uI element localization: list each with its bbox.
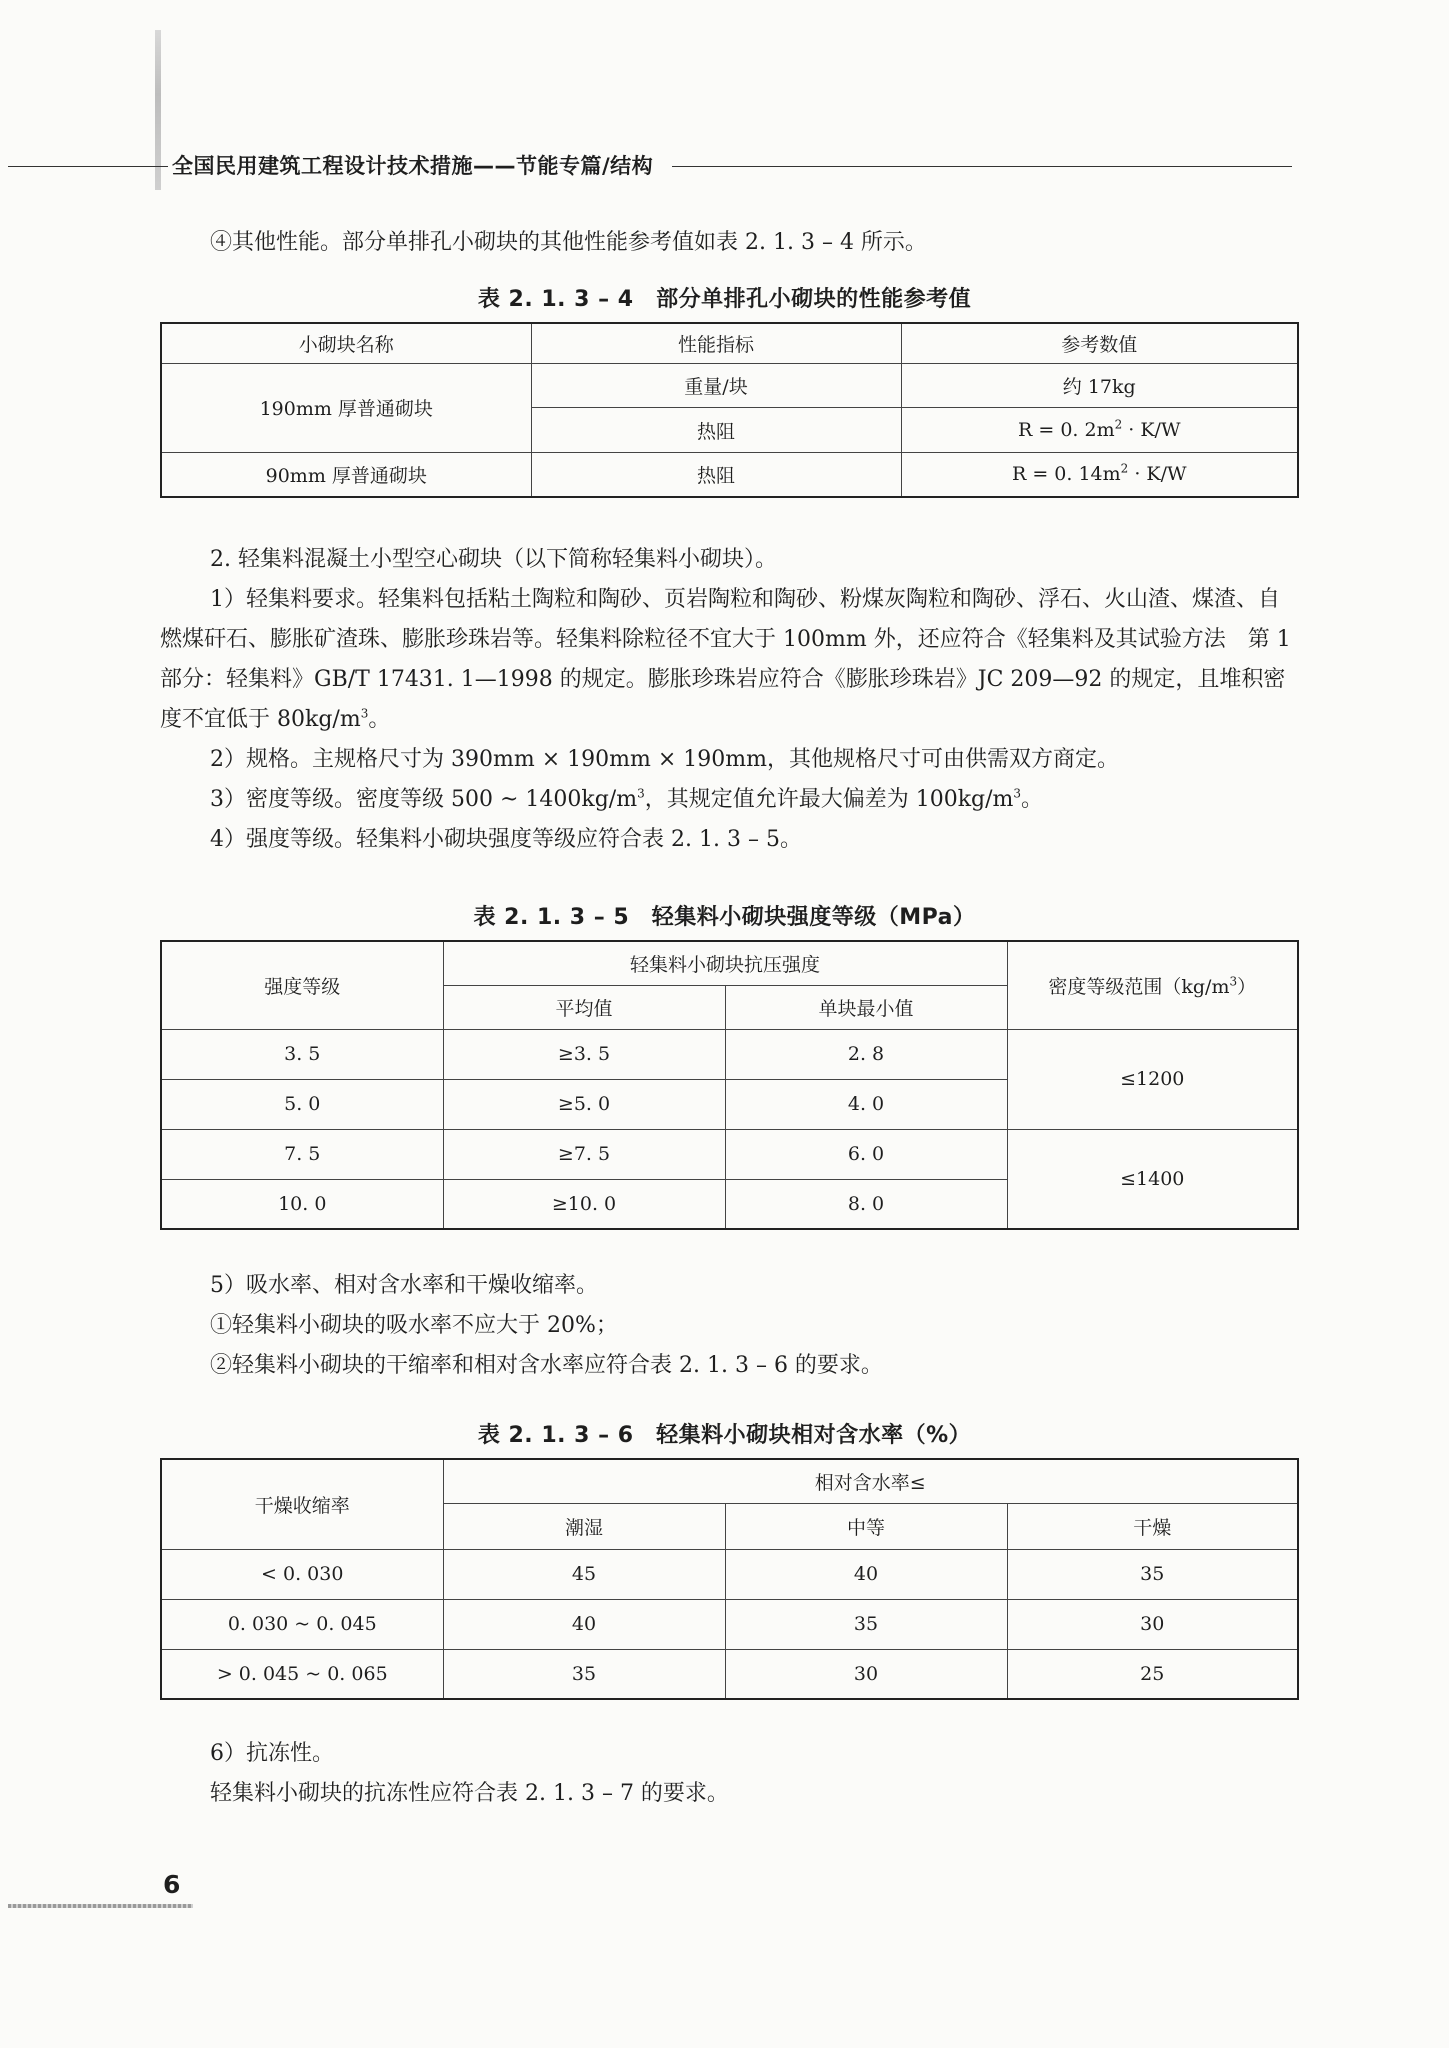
table4-block2-name: 90mm 厚普通砌块 bbox=[161, 452, 531, 497]
table4-caption: 表 2. 1. 3 – 4 部分单排孔小砌块的性能参考值 bbox=[477, 287, 972, 312]
section2-paragraph-1 bbox=[160, 580, 1300, 740]
section2-paragraph-2: 2）规格。主规格尺寸为 390mm × 190mm × 190mm，其他规格尺寸可由供需双方商定。 bbox=[210, 747, 1119, 772]
table6-header-shrink: 干燥收缩率 bbox=[161, 1459, 443, 1549]
table4-header-name: 小砌块名称 bbox=[161, 323, 531, 363]
paragraph-text: 3）密度等级。密度等级 500 ~ 1400kg/m bbox=[210, 787, 638, 812]
table5-header-row-1 bbox=[161, 941, 1298, 985]
table5-cell-min: 2. 8 bbox=[725, 1029, 1007, 1079]
section2-body bbox=[160, 540, 1300, 860]
footer-rule bbox=[8, 1904, 193, 1908]
value-superscript: 2 bbox=[1120, 462, 1129, 477]
superscript: 3 bbox=[1013, 786, 1022, 801]
table5-cell-grade: 5. 0 bbox=[161, 1079, 443, 1129]
paragraph-end: 。 bbox=[1021, 787, 1044, 812]
table5-header-density bbox=[1007, 941, 1298, 1029]
section2-title: 2. 轻集料混凝土小型空心砌块（以下简称轻集料小砌块）。 bbox=[210, 547, 777, 572]
table-row bbox=[161, 1129, 1298, 1179]
table-row bbox=[161, 1549, 1298, 1599]
page-number: 6 bbox=[163, 1870, 181, 1899]
table6-header-relative: 相对含水率≤ bbox=[443, 1459, 1298, 1503]
table6-header-row-1 bbox=[161, 1459, 1298, 1503]
table6-header-mid: 中等 bbox=[725, 1503, 1007, 1549]
paragraph-text: 1）轻集料要求。轻集料包括粘土陶粒和陶砂、页岩陶粒和陶砂、粉煤灰陶粒和陶砂、浮石、火山渣、煤渣、自燃煤矸石、膨胀矿渣珠、膨胀珍珠岩等。轻集料除粒径不宜大于 100mm 外，还应符合《轻集料及其试验方法 第 1 部分：轻集料》GB/T 17431. 1—1998 的规定。膨胀珍珠岩应符合《膨胀珍珠岩》JC 209—92 的规定，且堆积密度不宜低于 80kg/m bbox=[160, 587, 1291, 732]
table-row bbox=[161, 1029, 1298, 1079]
table4-row1-value: 约 17kg bbox=[901, 363, 1298, 408]
section5-paragraph-2: ②轻集料小砌块的干缩率和相对含水率应符合表 2. 1. 3 – 6 的要求。 bbox=[210, 1353, 883, 1378]
table6-cell-shrink: < 0. 030 bbox=[161, 1549, 443, 1599]
table6-cell-mid: 30 bbox=[725, 1649, 1007, 1699]
table4-header-row bbox=[161, 323, 1298, 363]
table6-cell-dry: 30 bbox=[1007, 1599, 1298, 1649]
table4-header-value: 参考数值 bbox=[901, 323, 1298, 363]
table4-row2-value bbox=[901, 408, 1298, 453]
table5-cell-grade: 3. 5 bbox=[161, 1029, 443, 1079]
table4-row3-indicator: 热阻 bbox=[531, 452, 901, 497]
table6-cell-shrink: > 0. 045 ~ 0. 065 bbox=[161, 1649, 443, 1699]
table4-header-indicator: 性能指标 bbox=[531, 323, 901, 363]
superscript: 3 bbox=[360, 706, 369, 721]
superscript: 3 bbox=[637, 786, 645, 801]
table5-cell-avg: ≥7. 5 bbox=[443, 1129, 725, 1179]
table4 bbox=[160, 322, 1299, 498]
table6-header-dry: 干燥 bbox=[1007, 1503, 1298, 1549]
table6 bbox=[160, 1458, 1299, 1700]
table5-cell-density-2: ≤1400 bbox=[1007, 1129, 1298, 1229]
section5-paragraph-1: ①轻集料小砌块的吸水率不应大于 20%； bbox=[210, 1313, 618, 1338]
table6-caption: 表 2. 1. 3 – 6 轻集料小砌块相对含水率（%） bbox=[477, 1423, 972, 1448]
table5-header-min: 单块最小值 bbox=[725, 985, 1007, 1029]
table4-row2-indicator: 热阻 bbox=[531, 408, 901, 453]
section6-paragraph-1: 轻集料小砌块的抗冻性应符合表 2. 1. 3 – 7 的要求。 bbox=[210, 1781, 729, 1806]
table5-cell-avg: ≥3. 5 bbox=[443, 1029, 725, 1079]
table5-header-avg: 平均值 bbox=[443, 985, 725, 1029]
table6-cell-dry: 35 bbox=[1007, 1549, 1298, 1599]
paragraph-end: 。 bbox=[368, 707, 391, 732]
table4-row1-indicator: 重量/块 bbox=[531, 363, 901, 408]
table6-cell-wet: 40 bbox=[443, 1599, 725, 1649]
table5-header-strength: 轻集料小砌块抗压强度 bbox=[443, 941, 1007, 985]
table5-cell-density-1: ≤1200 bbox=[1007, 1029, 1298, 1129]
header-rule-left bbox=[8, 166, 168, 167]
table5-cell-min: 6. 0 bbox=[725, 1129, 1007, 1179]
table5-caption: 表 2. 1. 3 – 5 轻集料小砌块强度等级（MPa） bbox=[473, 905, 976, 930]
table5-cell-avg: ≥10. 0 bbox=[443, 1179, 725, 1229]
table5-cell-grade: 7. 5 bbox=[161, 1129, 443, 1179]
intro-paragraph: ④其他性能。部分单排孔小砌块的其他性能参考值如表 2. 1. 3 – 4 所示。 bbox=[210, 230, 927, 255]
table6-cell-dry: 25 bbox=[1007, 1649, 1298, 1699]
table5-header-grade: 强度等级 bbox=[161, 941, 443, 1029]
paragraph-text: ，其规定值允许最大偏差为 100kg/m bbox=[644, 787, 1014, 812]
value-superscript: 2 bbox=[1114, 417, 1123, 432]
table-row bbox=[161, 1649, 1298, 1699]
table6-cell-wet: 35 bbox=[443, 1649, 725, 1699]
running-header-title: 全国民用建筑工程设计技术措施——节能专篇/结构 bbox=[172, 154, 654, 178]
table6-cell-mid: 35 bbox=[725, 1599, 1007, 1649]
header-text: 密度等级范围（kg/m bbox=[1048, 975, 1230, 998]
value-text: R = 0. 14m bbox=[1011, 463, 1121, 486]
section2-paragraph-3 bbox=[160, 780, 1300, 820]
table5 bbox=[160, 940, 1299, 1230]
value-unit: · K/W bbox=[1128, 463, 1187, 486]
section5-title: 5）吸水率、相对含水率和干燥收缩率。 bbox=[210, 1273, 598, 1298]
table4-block1-name: 190mm 厚普通砌块 bbox=[161, 363, 531, 452]
header-end: ） bbox=[1237, 975, 1257, 998]
section6-body bbox=[160, 1734, 1300, 1814]
table-row bbox=[161, 452, 1298, 497]
section6-title: 6）抗冻性。 bbox=[210, 1741, 334, 1766]
value-unit: · K/W bbox=[1122, 419, 1181, 442]
superscript: 3 bbox=[1229, 974, 1238, 989]
table5-cell-grade: 10. 0 bbox=[161, 1179, 443, 1229]
table-row bbox=[161, 1599, 1298, 1649]
table6-cell-mid: 40 bbox=[725, 1549, 1007, 1599]
table6-cell-wet: 45 bbox=[443, 1549, 725, 1599]
table6-cell-shrink: 0. 030 ~ 0. 045 bbox=[161, 1599, 443, 1649]
section2-paragraph-4: 4）强度等级。轻集料小砌块强度等级应符合表 2. 1. 3 – 5。 bbox=[210, 827, 802, 852]
section5-body bbox=[160, 1266, 1300, 1386]
table6-header-wet: 潮湿 bbox=[443, 1503, 725, 1549]
header-rule-right bbox=[672, 166, 1292, 167]
value-text: R = 0. 2m bbox=[1018, 419, 1115, 442]
table5-cell-avg: ≥5. 0 bbox=[443, 1079, 725, 1129]
table5-cell-min: 4. 0 bbox=[725, 1079, 1007, 1129]
table5-cell-min: 8. 0 bbox=[725, 1179, 1007, 1229]
table-row bbox=[161, 363, 1298, 408]
table4-row3-value bbox=[901, 452, 1298, 497]
